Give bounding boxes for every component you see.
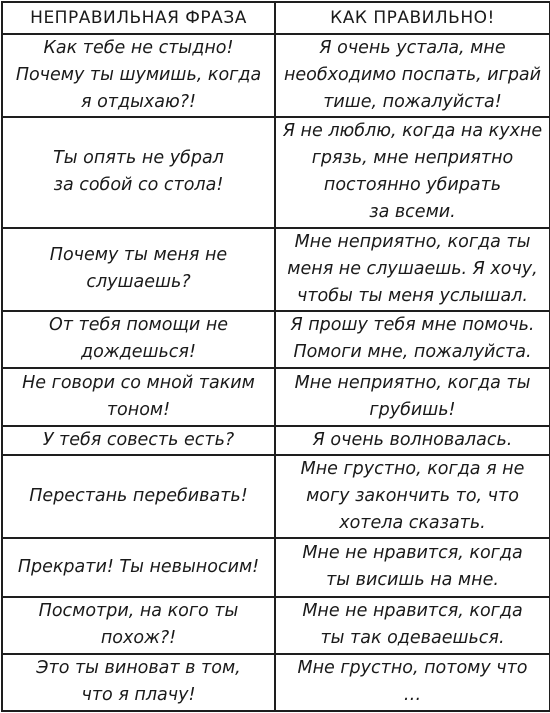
correct-phrase-text: Я прошу тебя мне помочь. Помоги мне, пожалуйста. [290,315,535,363]
table-row [2,654,550,711]
correct-phrase-text: Я очень устала, мне необходимо поспать, играй тише, пожалуйста! [283,38,542,113]
correct-phrase-cell [275,228,550,311]
wrong-phrase-cell [2,117,275,227]
wrong-phrase-text: Прекрати! Ты невыносим! [17,556,260,577]
correct-phrase-cell [275,538,550,596]
header-row [2,2,550,34]
correct-phrase-text: Мне грустно, потому что … [297,658,528,706]
wrong-phrase-cell [2,228,275,311]
correct-phrase-text: Я не люблю, когда на кухне грязь, мне неприятно постоянно убирать за всеми. [282,121,543,223]
correct-phrase-cell [275,117,550,227]
phrase-comparison-table [1,1,550,712]
wrong-phrase-text: От тебя помощи не дождешься! [48,315,229,363]
wrong-phrase-cell [2,311,275,368]
column-header-wrong-phrase: НЕПРАВИЛЬНАЯ ФРАЗА [2,2,275,34]
table-row [2,368,550,426]
correct-phrase-text: Мне неприятно, когда ты грубишь! [294,373,531,421]
correct-phrase-text: Я очень волновалась. [312,430,513,451]
wrong-phrase-cell [2,538,275,596]
table-row [2,34,550,117]
correct-phrase-text: Мне грустно, когда я не могу закончить то, что хотела сказать. [300,459,525,534]
wrong-phrase-text: Как тебе не стыдно! Почему ты шумишь, когда я отдыхаю?! [15,38,262,113]
wrong-phrase-text: Перестань перебивать! [29,486,248,507]
wrong-phrase-text: Не говори со мной таким тоном! [22,373,255,421]
table-header [2,2,550,34]
wrong-phrase-text: Посмотри, на кого ты похож?! [38,601,239,649]
correct-phrase-text: Мне не нравится, когда ты висишь на мне. [302,543,523,591]
correct-phrase-cell [275,368,550,426]
correct-phrase-cell [275,654,550,711]
wrong-phrase-cell [2,368,275,426]
wrong-phrase-text: Ты опять не убрал за собой со стола! [53,148,224,196]
table-row [2,117,550,227]
table-row [2,426,550,455]
correct-phrase-cell [275,597,550,654]
wrong-phrase-cell [2,597,275,654]
table-row [2,228,550,311]
correct-phrase-text: Мне неприятно, когда ты меня не слушаешь. Я хочу, чтобы ты меня услышал. [287,231,538,306]
correct-phrase-text: Мне не нравится, когда ты так одеваешься. [302,601,523,649]
wrong-phrase-cell [2,34,275,117]
table-row [2,311,550,368]
column-header-correct-phrase: КАК ПРАВИЛЬНО! [275,2,550,34]
correct-phrase-cell [275,455,550,538]
table-row [2,455,550,538]
wrong-phrase-text: Это ты виноват в том, что я плачу! [36,658,241,706]
correct-phrase-cell [275,34,550,117]
wrong-phrase-cell [2,426,275,455]
wrong-phrase-text: Почему ты меня не слушаешь? [49,245,228,293]
wrong-phrase-cell [2,455,275,538]
table-row [2,538,550,596]
table-body [2,34,550,711]
correct-phrase-cell [275,311,550,368]
table-row [2,597,550,654]
wrong-phrase-cell [2,654,275,711]
correct-phrase-cell [275,426,550,455]
wrong-phrase-text: У тебя совесть есть? [42,430,235,451]
